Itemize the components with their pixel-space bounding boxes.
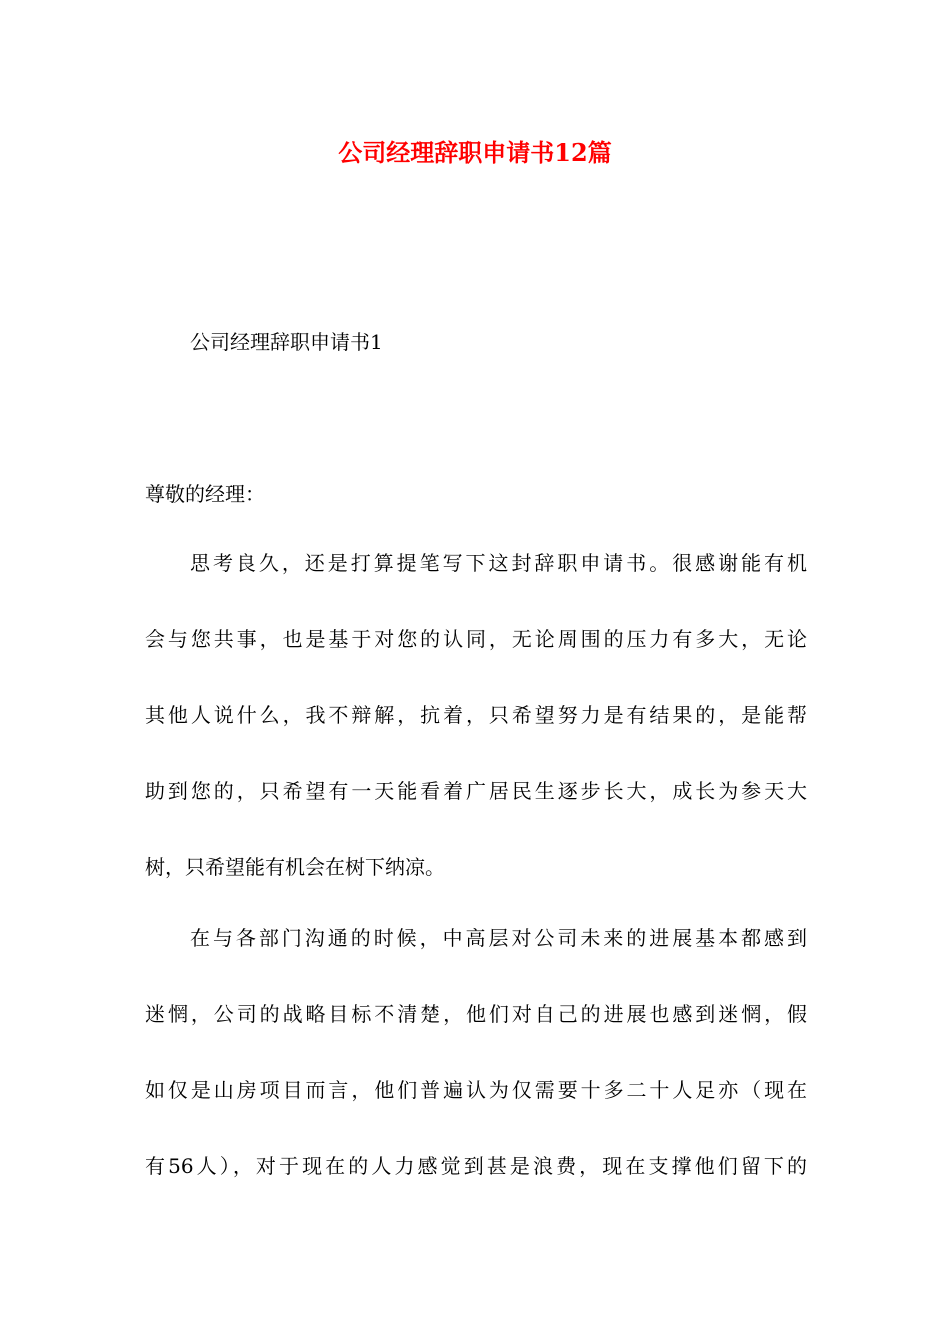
document-title: 公司经理辞职申请书12篇 [338, 138, 612, 167]
paragraph-line: 其他人说什么，我不辩解，抗着，只希望努力是有结果的，是能帮 [145, 703, 807, 727]
paragraph [145, 920, 807, 1224]
paragraph-line: 如仅是山房项目而言，他们普遍认为仅需要十多二十人足亦（现在 [145, 1078, 807, 1102]
salutation: 尊敬的经理： [145, 482, 265, 506]
section-title: 公司经理辞职申请书1 [190, 330, 383, 354]
paragraph-line: 迷惘，公司的战略目标不清楚，他们对自己的进展也感到迷惘，假 [145, 1002, 807, 1026]
paragraph-line: 在与各部门沟通的时候，中高层对公司未来的进展基本都感到 [190, 926, 807, 950]
paragraph [145, 545, 807, 925]
paragraph-line: 思考良久，还是打算提笔写下这封辞职申请书。很感谢能有机 [190, 551, 807, 575]
paragraph-line: 会与您共事，也是基于对您的认同，无论周围的压力有多大，无论 [145, 627, 807, 651]
paragraph-line: 助到您的，只希望有一天能看着广居民生逐步长大，成长为参天大 [145, 779, 807, 803]
paragraph-line: 有56人），对于现在的人力感觉到甚是浪费，现在支撑他们留下的 [145, 1154, 807, 1178]
paragraph-line: 树，只希望能有机会在树下纳凉。 [145, 855, 445, 879]
